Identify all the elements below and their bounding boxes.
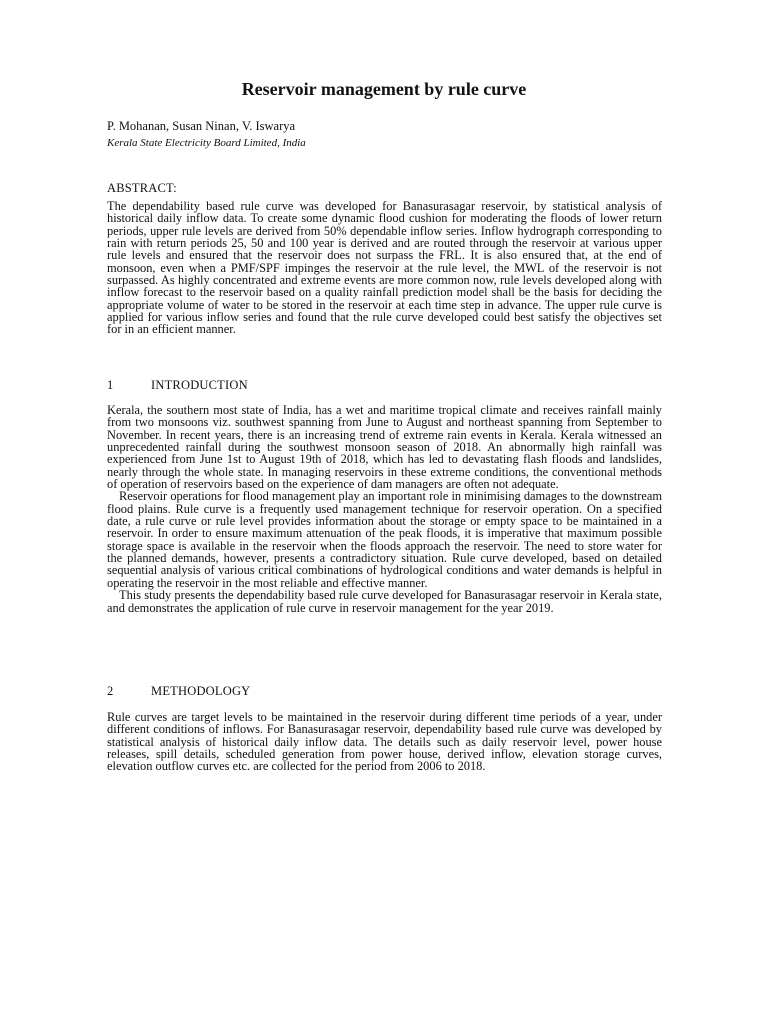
abstract-heading: ABSTRACT: xyxy=(107,181,177,195)
abstract-body xyxy=(107,200,662,336)
introduction-body xyxy=(107,404,662,614)
paper-title: Reservoir management by rule curve xyxy=(241,79,527,99)
paragraph: Kerala, the southern most state of India, has a wet and maritime tropical climate and receives rainfall mainly from two monsoons viz. southwest spanning from June to August and northeast spanning from September to November. In recent years, there is an increasing trend of extreme rain events in Kerala. Kerala witnessed an unprecedented rainfall during the southwest monsoon season of 2018. An abnormally high rainfall was experienced from June 1st to August 19th of 2018, which has led to devastating flash floods and landslides, nearly through the whole state. In managing reservoirs in these extreme conditions, the conventional methods of operation of reservoirs based on the experience of dam managers are often not adequate. xyxy=(107,403,662,492)
methodology-body xyxy=(107,711,662,773)
section-title: METHODOLOGY xyxy=(151,684,251,698)
section-methodology-heading xyxy=(107,684,250,699)
section-introduction-heading xyxy=(107,378,248,393)
abstract-text: The dependability based rule curve was developed for Banasurasagar reservoir, by statistical analysis of historical daily inflow data. To create some dynamic flood cushion for moderating the floods of lower return periods, upper rule levels are derived from 50% dependable inflow series. Inflow hydrograph corresponding to rain with return periods 25, 50 and 100 year is derived and are routed through the reservoir at various upper rule levels and ensured that the reservoir does not surpass the FRL. It is also ensured that, at the end of monsoon, even when a PMF/SPF impinges the reservoir at the rule level, the MWL of the reservoir is not surpassed. As highly concentrated and extreme events are more common now, rule levels developed along with inflow forecast to the reservoir based on a quality rainfall prediction model shall be the basis for deciding the appropriate volume of water to be stored in the reservoir at each time step in advance. The upper rule curve is applied for various inflow series and found that the rule curve developed could best satisfy the objectives set for in an efficient manner. xyxy=(107,199,662,337)
paragraph: Reservoir operations for flood management play an important role in minimising damages to the downstream flood plains. Rule curve is a frequently used management technique for reservoir operation. On a specified date, a rule curve or rule level provides information about the storage or empty space to be maintained in a reservoir. In order to ensure maximum attenuation of the peak floods, it is imperative that maximum possible storage space is available in the reservoir when the floods approach the reservoir. The need to store water for the planned demands, however, presents a contradictory situation. Rule curve developed, based on detailed sequential analysis of various critical combinations of hydrological conditions and water demands is helpful in operating the reservoir in the most reliable and effective manner. xyxy=(107,489,662,590)
section-number: 2 xyxy=(107,684,114,698)
affiliation: Kerala State Electricity Board Limited, India xyxy=(107,137,306,149)
paragraph: This study presents the dependability based rule curve developed for Banasurasagar reservoir in Kerala state, and demonstrates the application of rule curve in reservoir management for the year 2019. xyxy=(107,588,662,615)
author-list: P. Mohanan, Susan Ninan, V. Iswarya xyxy=(107,119,296,133)
section-number: 1 xyxy=(107,378,114,392)
section-title: INTRODUCTION xyxy=(151,378,248,392)
paragraph: Rule curves are target levels to be maintained in the reservoir during different time periods of a year, under different conditions of inflows. For Banasurasagar reservoir, dependability based rule curve was developed by statistical analysis of historical daily inflow data. The details such as daily reservoir level, power house releases, spill details, scheduled generation from power house, derived inflow, elevation storage curves, elevation outflow curves etc. are collected for the period from 2006 to 2018. xyxy=(107,710,662,774)
